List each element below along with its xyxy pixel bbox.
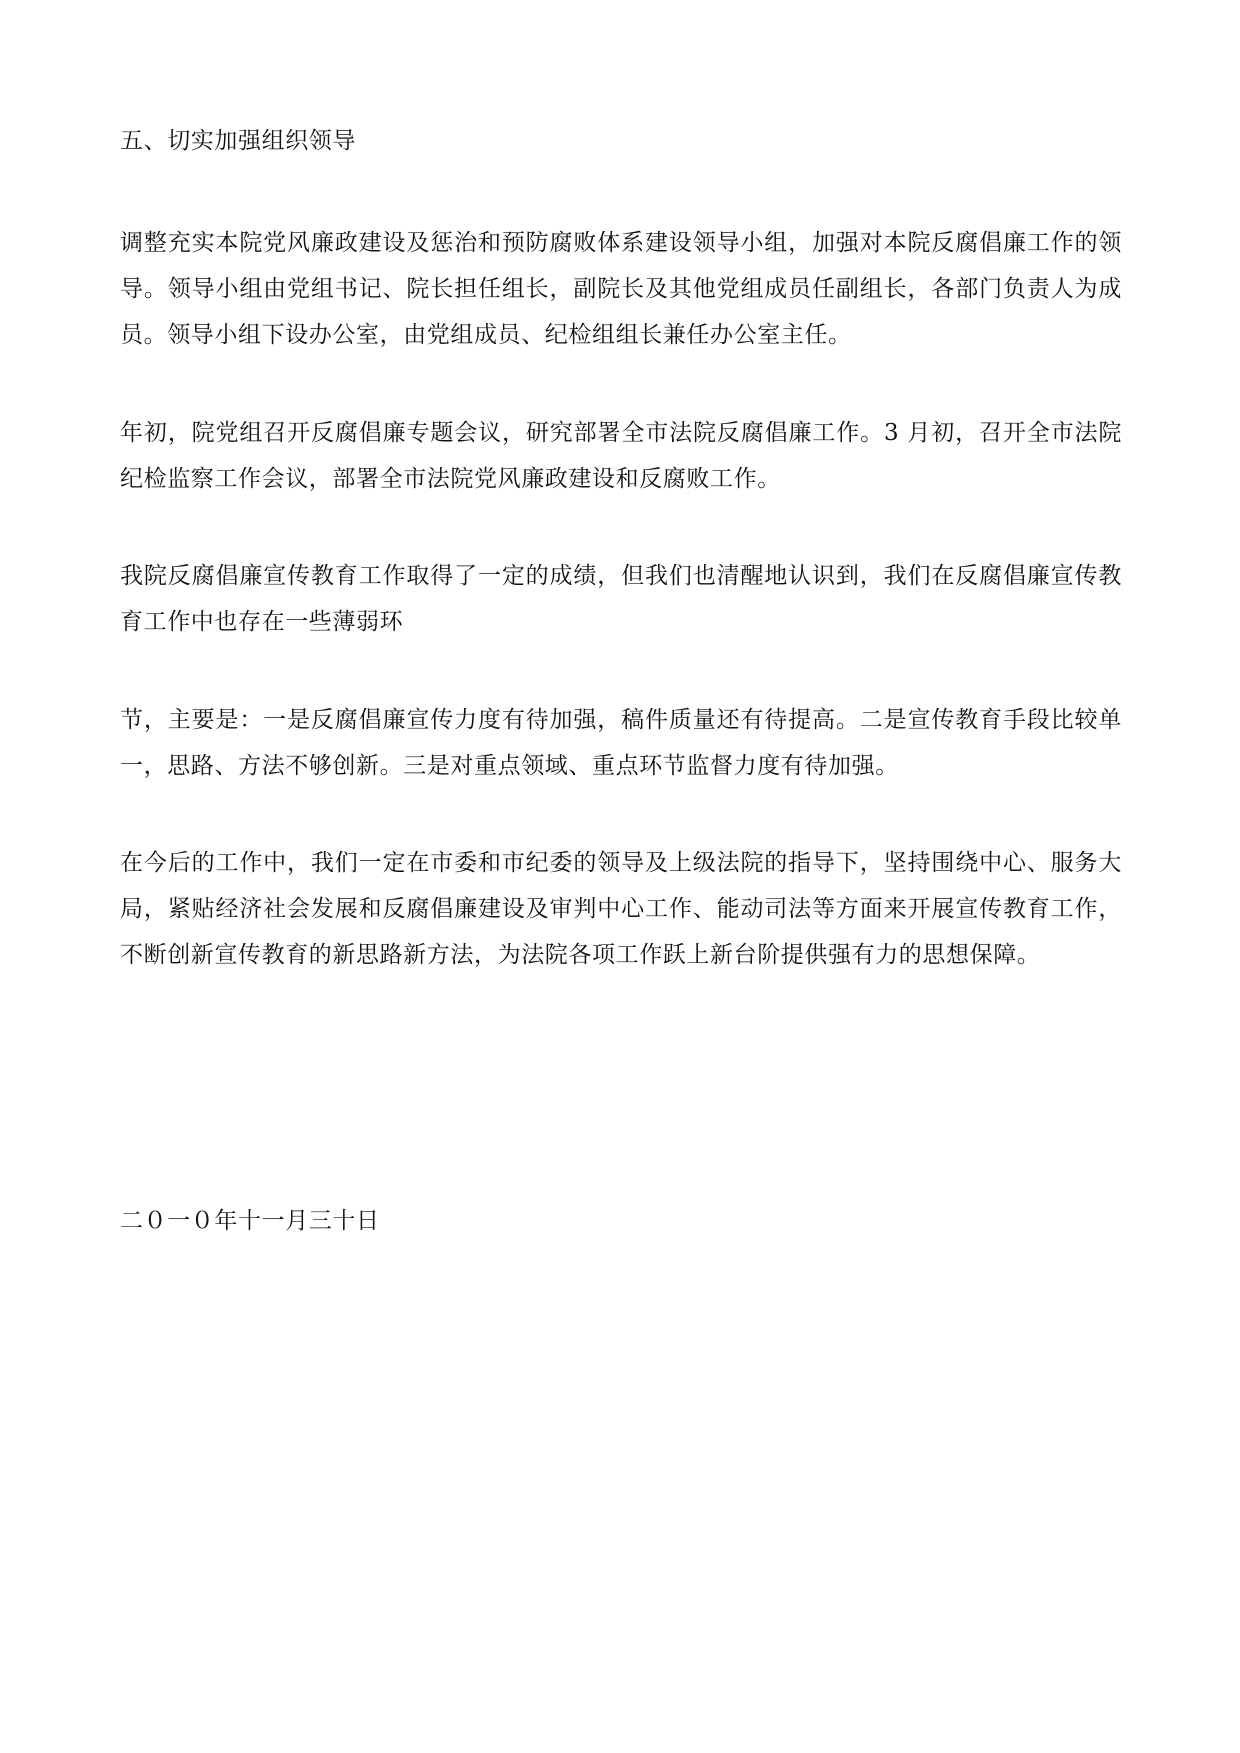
document-date: 二０一０年十一月三十日	[120, 1208, 380, 1234]
paragraph-future-work: 在今后的工作中，我们一定在市委和市纪委的领导及上级法院的指导下，坚持围绕中心、服务大局，紧贴经济社会发展和反腐倡廉建设及审判中心工作、能动司法等方面来开展宣传教育工作，不断创新宣传教育的新思路新方法，为法院各项工作跃上新台阶提供强有力的思想保障。	[120, 850, 1122, 968]
section-heading: 五、切实加强组织领导	[120, 128, 356, 154]
paragraph-leadership-group: 调整充实本院党风廉政建设及惩治和预防腐败体系建设领导小组，加强对本院反腐倡廉工作的领导。领导小组由党组书记、院长担任组长，副院长及其他党组成员任副组长，各部门负责人为成员。领导小组下设办公室，由党组成员、纪检组组长兼任办公室主任。	[120, 230, 1122, 348]
paragraph-achievements: 我院反腐倡廉宣传教育工作取得了一定的成绩，但我们也清醒地认识到，我们在反腐倡廉宣传教育工作中也存在一些薄弱环	[120, 563, 1122, 635]
paragraph-weaknesses: 节，主要是：一是反腐倡廉宣传力度有待加强，稿件质量还有待提高。二是宣传教育手段比较单一，思路、方法不够创新。三是对重点领域、重点环节监督力度有待加强。	[120, 707, 1122, 779]
paragraph-annual-meetings: 年初，院党组召开反腐倡廉专题会议，研究部署全市法院反腐倡廉工作。3 月初，召开全市法院纪检监察工作会议，部署全市法院党风廉政建设和反腐败工作。	[120, 420, 1122, 492]
